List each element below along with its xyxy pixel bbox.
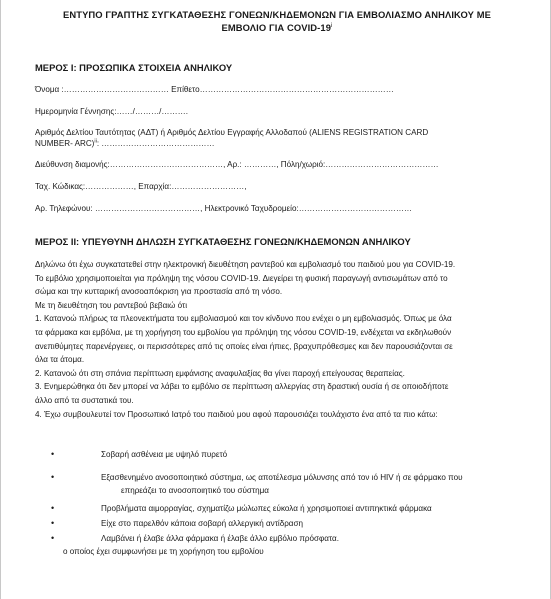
- field-id-number-blank: : ……………………………………: [96, 139, 215, 148]
- bullet-icon: •: [51, 518, 55, 528]
- bullet-icon: •: [51, 449, 55, 459]
- form-title-line-2: [31, 21, 523, 34]
- declaration-line: όλα τα άτομα.: [35, 355, 85, 365]
- field-name-surname: Όνομα :………………………………… Επίθετο………………………………………………………………: [35, 85, 394, 94]
- list-item-text: Είχε στο παρελθόν κάποια σοβαρή αλλεργική αντίδραση: [101, 519, 303, 528]
- declaration-line: 4. Έχω συμβουλευτεί τον Προσωπικό Ιατρό του παιδιού μου αφού παρουσιάζει τουλάχιστο ένα από τα πιο κάτω:: [35, 409, 438, 419]
- section-2-heading: ΜΕΡΟΣ ΙΙ: ΥΠΕΥΘΥΝΗ ΔΗΛΩΣΗ ΣΥΓΚΑΤΑΘΕΣΗΣ ΓΟΝΕΩΝ/ΚΗΔΕΜΟΝΩΝ ΑΝΗΛΙΚΟΥ: [35, 236, 411, 247]
- bullet-icon: •: [51, 503, 55, 513]
- bullet-icon: •: [51, 533, 55, 543]
- field-id-number-line-2: [35, 138, 215, 149]
- footnote-marker-ii: ii: [94, 138, 97, 145]
- declaration-line: σώμα και την κυτταρική ανοσοαπόκριση για προστασία από τη νόσο.: [35, 287, 283, 297]
- field-postcode-district: Ταχ. Κώδικας:………………, Επαρχία:………………………,: [35, 182, 247, 191]
- field-id-number-line-1: Αριθμός Δελτίου Ταυτότητας (ΑΔΤ) ή Αριθμός Δελτίου Εγγραφής Αλλοδαπού (ALIENS REGISTRATION CARD: [35, 128, 429, 137]
- declaration-line: τα φάρμακα και εμβόλια, με τη χορήγηση του εμβολίου για πρόληψη της νόσου COVID-19, ενδέχεται να εκδηλωθούν: [35, 327, 452, 337]
- declaration-line: 1. Κατανοώ πλήρως τα πλεονεκτήματα του εμβολιασμού και τον κίνδυνο που ενέχει ο μη εμβολιασμός. Όπως με όλα: [35, 314, 452, 324]
- field-id-number-label: NUMBER- ARC): [35, 139, 95, 148]
- list-item-text: Λαμβάνει ή έλαβε άλλα φάρμακα ή έλαβε άλλο εμβόλιο πρόσφατα.: [101, 534, 339, 543]
- list-item-text: Σοβαρή ασθένεια με υψηλό πυρετό: [101, 450, 228, 459]
- declaration-text: [35, 258, 527, 421]
- declaration-line: 2. Κατανοώ ότι στη σπάνια περίπτωση εμφάνισης αναφυλαξίας θα γίνει παροχή επείγουσας θεραπείας.: [35, 368, 405, 378]
- declaration-line: Το εμβόλιο χρησιμοποιείται για πρόληψη της νόσου COVID-19. Διεγείρει τη φυσική παραγωγή αντισωμάτων από το: [35, 273, 448, 283]
- footnote-marker: i: [331, 22, 333, 29]
- section-1-heading: ΜΕΡΟΣ Ι: ΠΡΟΣΩΠΙΚΑ ΣΤΟΙΧΕΙΑ ΑΝΗΛΙΚΟΥ: [35, 62, 233, 73]
- bullet-icon: •: [51, 472, 55, 482]
- field-date-of-birth: Ημερομηνία Γέννησης:……/………/……….: [35, 107, 188, 116]
- form-title: [31, 8, 523, 34]
- form-title-line-1: ΕΝΤΥΠΟ ΓΡΑΠΤΗΣ ΣΥΓΚΑΤΑΘΕΣΗΣ ΓΟΝΕΩΝ/ΚΗΔΕΜΟΝΩΝ ΓΙΑ ΕΜΒΟΛΙΑΣΜΟ ΑΝΗΛΙΚΟΥ ΜΕ: [63, 9, 491, 20]
- closing-line: ο οποίος έχει συμφωνήσει με τη χορήγηση του εμβολίου: [63, 547, 264, 556]
- declaration-line: Με τη διευθέτηση του ραντεβού βεβαιώ ότι: [35, 300, 188, 310]
- list-item-text: Προβλήματα αιμορραγίας, σχηματίζω μώλωπες εύκολα ή χρησιμοποιεί αντιπηκτικά φάρμακα: [101, 504, 432, 513]
- declaration-line: Δηλώνω ότι έχω συγκατατεθεί στην ηλεκτρονική διευθέτηση ραντεβού και εμβολιασμό του παιδιού μου για COVID-19.: [35, 260, 456, 269]
- list-item-text: Εξασθενημένο ανοσοποιητικό σύστημα, ως αποτέλεσμα μόλυνσης από τον ιό HIV ή σε φάρμακο που: [101, 473, 463, 482]
- field-address: Διεύθυνση διαμονής:……………………………………, Αρ.: …………, Πόλη/χωριό:……………………………………: [35, 160, 439, 169]
- declaration-line: ανεπιθύμητες παρενέργειες, οι περισσότερες από τις οποίες είναι ήπιες, βραχυπρόθεσμες και δεν παρουσιάζονται σε: [35, 341, 453, 351]
- declaration-line: 3. Ενημερώθηκα ότι δεν μπορεί να λάβει το εμβόλιο σε περίπτωση αλλεργίας στη δραστική ουσία ή σε οποιοδήποτε: [35, 382, 449, 392]
- list-item-text: επηρεάζει το ανοσοποιητικό του σύστημα: [121, 486, 269, 495]
- field-phone-email: Αρ. Τηλεφώνου: …………………………………, Ηλεκτρονικό Ταχυδρομείο:……………………………………: [35, 204, 413, 213]
- declaration-line: άλλο από τα συστατικά του.: [35, 395, 134, 405]
- form-title-line-2-text: ΕΜΒΟΛΙΟ ΓΙΑ COVID-19: [221, 22, 332, 33]
